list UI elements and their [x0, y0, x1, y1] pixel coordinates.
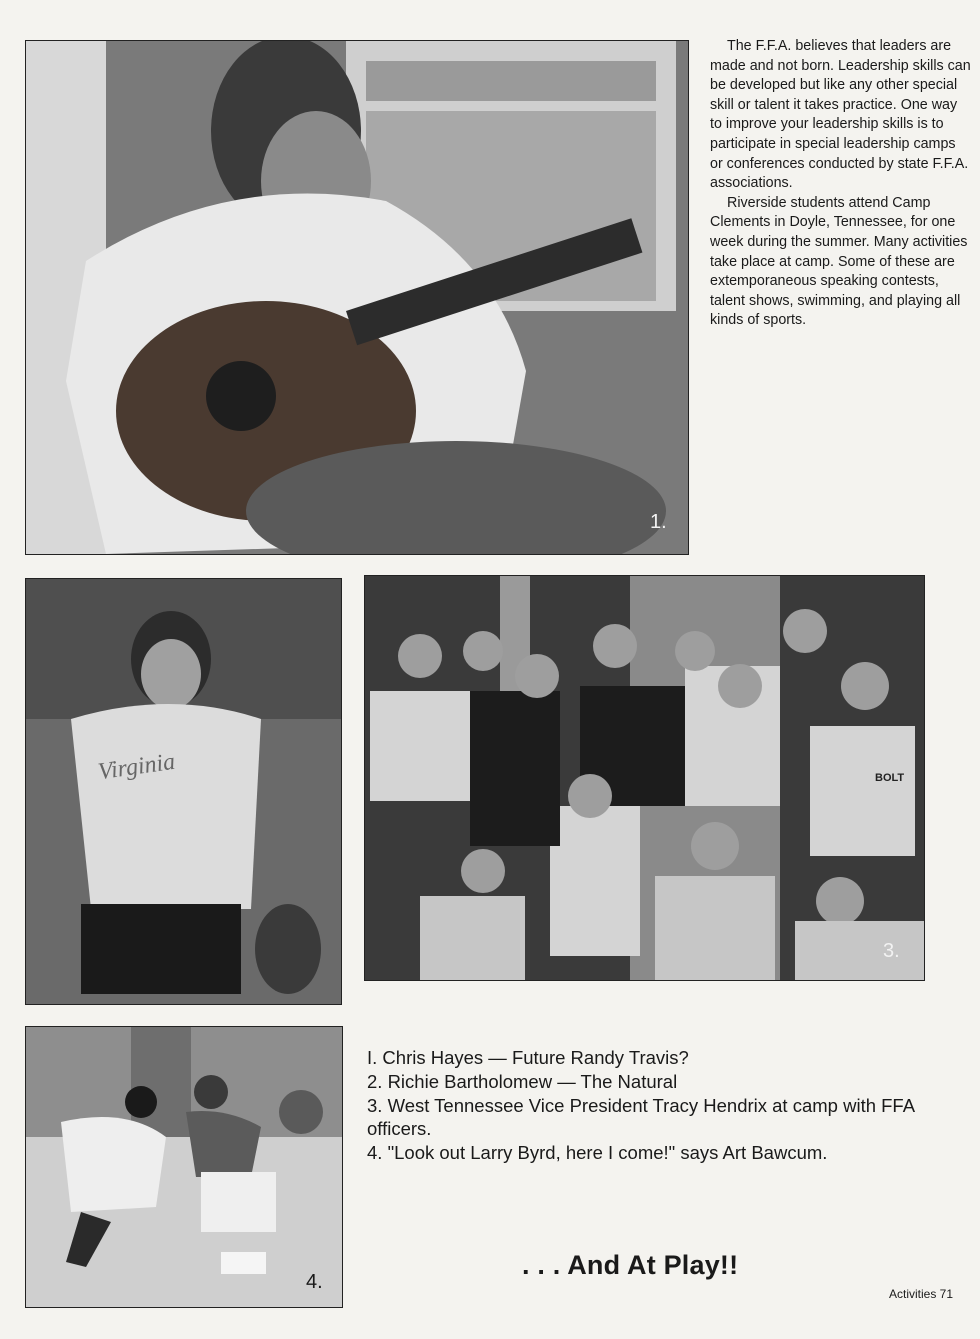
shirt-lettering: BOLT — [875, 772, 905, 784]
photo-basketball-drawing — [26, 1027, 342, 1307]
photo-baseball-player-drawing — [26, 579, 341, 1004]
photo-number: 1. — [650, 511, 667, 533]
photo-guitar-player-drawing — [26, 41, 688, 554]
photo-baseball-player — [25, 578, 342, 1005]
caption-line: I. Chris Hayes — Future Randy Travis? — [367, 1047, 689, 1068]
photo-number: 4. — [306, 1271, 323, 1293]
caption-line: 2. Richie Bartholomew — The Natural — [367, 1070, 678, 1092]
body-paragraph: Riverside students attend Camp Clements in Doyle, Tennessee, for one week during the summer. Many activities take place at camp. Some of these are extemporaneous speaking contests, talent shows, swimming, and playing all kinds of sports. — [710, 194, 968, 329]
body-paragraph: The F.F.A. believes that leaders are made and not born. Leadership skills can be developed but like any other special skill or talent it takes practice. One way to improve your leadership skills is to participate in special leadership camps or conferences conducted by state F.F.A. associations. — [710, 38, 971, 192]
caption-line: 3. West Tennessee Vice President Tracy Hendrix at camp with FFA officers. — [367, 1094, 915, 1140]
section-headline: . . . And At Play!! — [522, 1250, 739, 1280]
photo-captions — [367, 1046, 947, 1165]
photo-ffa-group — [364, 575, 925, 981]
caption-line: 4. "Look out Larry Byrd, here I come!" says Art Bawcum. — [367, 1142, 828, 1164]
shirt-lettering: Virginia — [96, 748, 177, 786]
photo-ffa-group-drawing — [365, 576, 924, 980]
photo-basketball — [25, 1026, 343, 1308]
photo-guitar-player — [25, 40, 689, 555]
body-copy — [710, 37, 972, 331]
photo-number: 3. — [883, 940, 900, 962]
page-folio: Activities 71 — [889, 1287, 954, 1301]
